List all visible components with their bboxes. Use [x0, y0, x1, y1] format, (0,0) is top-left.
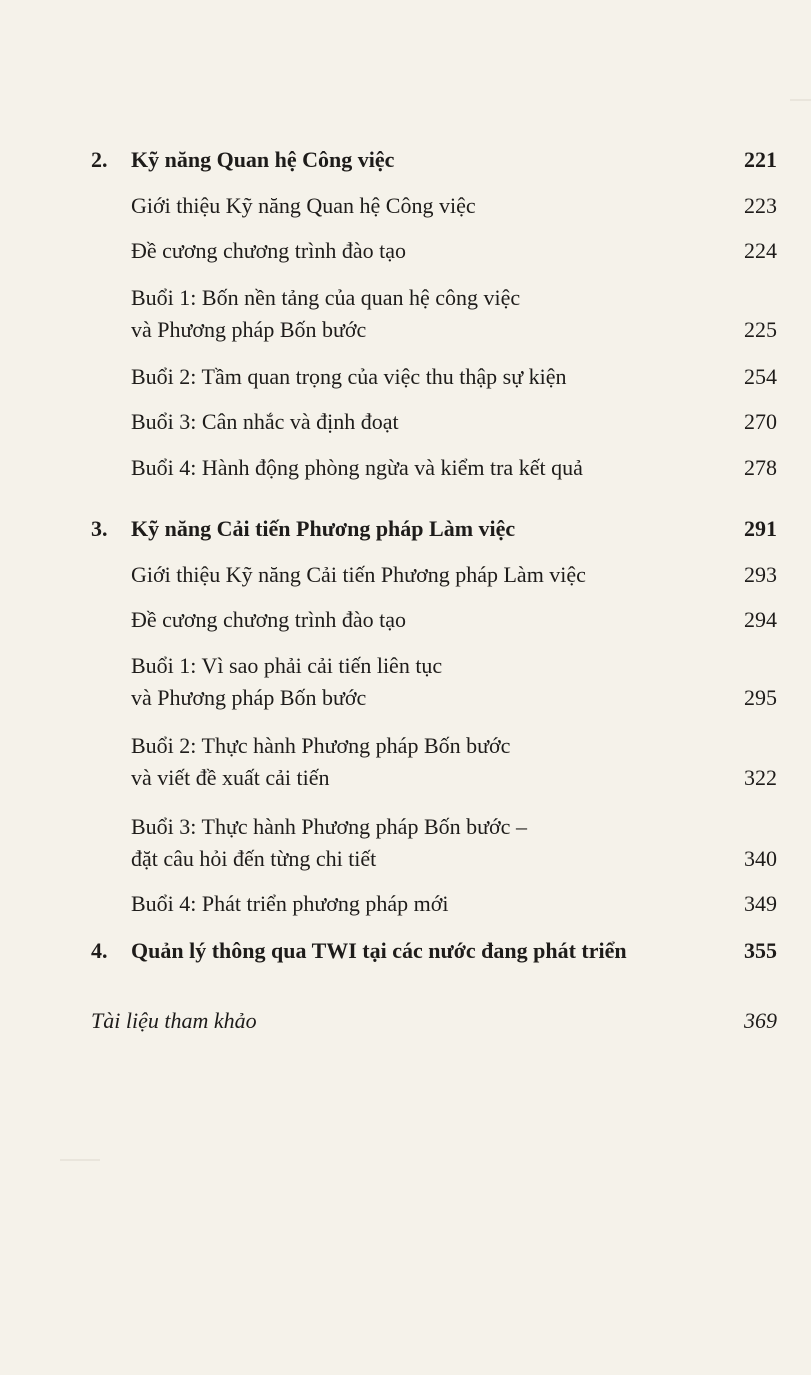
references-title: Tài liệu tham khảo [91, 1008, 257, 1033]
references-page: 369 [744, 1008, 777, 1033]
chapter-page: 355 [744, 938, 777, 963]
chapter-page: 291 [744, 516, 777, 541]
entry-title: và Phương pháp Bốn bước [131, 317, 367, 342]
entry-title: Buổi 4: Phát triển phương pháp mới [131, 891, 449, 916]
entry-title: Buổi 3: Cân nhắc và định đoạt [131, 409, 399, 434]
entry-title: Giới thiệu Kỹ năng Quan hệ Công việc [131, 193, 476, 218]
entry-page: 223 [744, 193, 777, 218]
entry-title: Buổi 3: Thực hành Phương pháp Bốn bước – [131, 814, 527, 839]
entry-page: 270 [744, 409, 777, 434]
entry-page: 322 [744, 765, 777, 790]
entry-page: 293 [744, 562, 777, 587]
entry-page: 295 [744, 685, 777, 710]
entry-page: 349 [744, 891, 777, 916]
entry-page: 225 [744, 317, 777, 342]
entry-title: Buổi 2: Thực hành Phương pháp Bốn bước [131, 733, 511, 758]
entry-title: Đề cương chương trình đào tạo [131, 607, 406, 632]
entry-title: đặt câu hỏi đến từng chi tiết [131, 846, 377, 871]
entry-page: 294 [744, 607, 777, 632]
entry-title: và viết đề xuất cải tiến [131, 765, 330, 790]
entry-title: Buổi 2: Tầm quan trọng của việc thu thập sự kiện [131, 364, 567, 389]
entry-title: Buổi 1: Vì sao phải cải tiến liên tục [131, 653, 443, 678]
entry-title: Giới thiệu Kỹ năng Cải tiến Phương pháp Làm việc [131, 562, 586, 587]
chapter-page: 221 [744, 147, 777, 172]
entry-page: 278 [744, 455, 777, 480]
chapter-title: Kỹ năng Quan hệ Công việc [131, 147, 395, 172]
entry-title: Buổi 1: Bốn nền tảng của quan hệ công việc [131, 285, 521, 310]
entry-title: Buổi 4: Hành động phòng ngừa và kiểm tra kết quả [131, 455, 583, 480]
chapter-title: Quản lý thông qua TWI tại các nước đang phát triển [131, 938, 627, 963]
chapter-number: 3. [91, 516, 108, 541]
chapter-title: Kỹ năng Cải tiến Phương pháp Làm việc [131, 516, 516, 541]
entry-page: 224 [744, 238, 777, 263]
entry-title: Đề cương chương trình đào tạo [131, 238, 406, 263]
entry-page: 340 [744, 846, 777, 871]
chapter-number: 4. [91, 938, 108, 963]
chapter-number: 2. [91, 147, 108, 172]
entry-title: và Phương pháp Bốn bước [131, 685, 367, 710]
entry-page: 254 [744, 364, 777, 389]
